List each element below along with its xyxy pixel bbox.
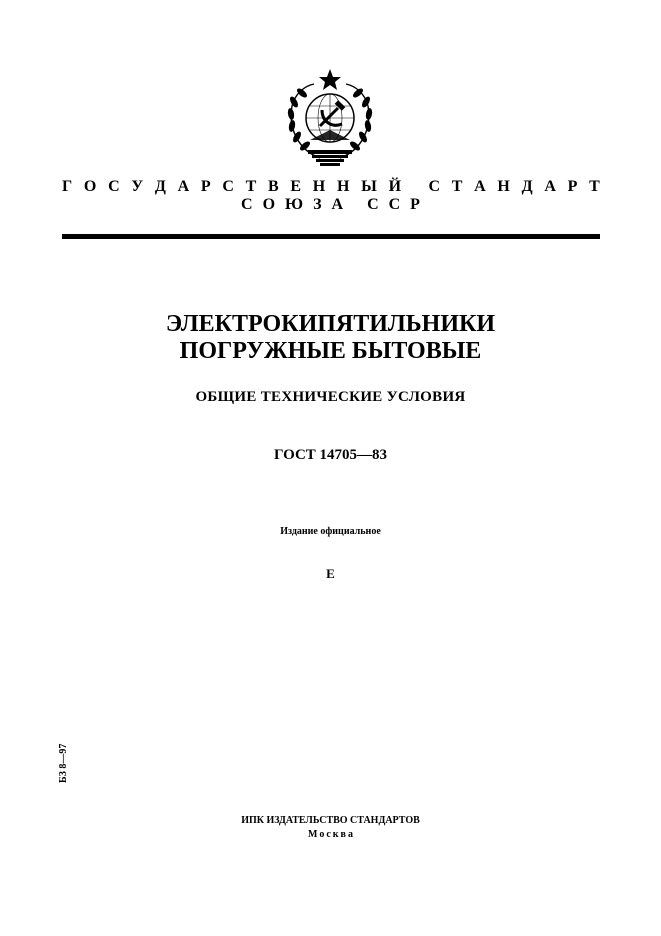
ussr-state-emblem-icon xyxy=(280,66,380,168)
header-letter: С xyxy=(428,178,441,195)
header-letter: Й xyxy=(388,178,402,195)
publisher-city: Москва xyxy=(308,829,355,840)
header-word-gap xyxy=(413,178,417,196)
title-line-1: ЭЛЕКТРОКИПЯТИЛЬНИКИ xyxy=(165,311,496,337)
title-line-2: ПОГРУЖНЫЕ БЫТОВЫЕ xyxy=(179,338,482,364)
header-letter: Т xyxy=(451,178,463,195)
header-state-standard xyxy=(62,178,600,196)
edition-label: Издание официальное xyxy=(280,526,381,537)
header-letter: Ы xyxy=(361,178,377,195)
header-letter: А xyxy=(474,178,486,195)
header-letter: Н xyxy=(497,178,510,195)
header-letter: А xyxy=(177,178,190,195)
header-letter: Г xyxy=(62,178,73,195)
header-ussr: СОЮЗА ССР xyxy=(241,196,430,213)
side-code: БЗ 8—97 xyxy=(58,743,69,783)
header-letter: Н xyxy=(312,178,326,195)
header-letter: Р xyxy=(200,178,211,195)
header-letter: Н xyxy=(336,178,350,195)
header-letter: Д xyxy=(521,178,533,195)
header-letter: В xyxy=(268,178,279,195)
header-letter: Т xyxy=(589,178,600,195)
header-letter: С xyxy=(222,178,234,195)
header-letter: Е xyxy=(290,178,302,195)
index-letter: Е xyxy=(326,566,335,581)
header-letter: А xyxy=(544,178,556,195)
standard-number: ГОСТ 14705—83 xyxy=(273,447,388,463)
document-title xyxy=(0,311,661,365)
document-subtitle: ОБЩИЕ ТЕХНИЧЕСКИЕ УСЛОВИЯ xyxy=(195,389,466,405)
header-letter: Р xyxy=(567,178,578,195)
header-letter: У xyxy=(131,178,144,195)
publisher-name: ИПК ИЗДАТЕЛЬСТВО СТАНДАРТОВ xyxy=(241,815,420,826)
header-letter: О xyxy=(83,178,97,195)
header-letter: С xyxy=(108,178,120,195)
header-divider xyxy=(62,234,600,239)
header-letter: Д xyxy=(154,178,166,195)
header-letter: Т xyxy=(245,178,257,195)
